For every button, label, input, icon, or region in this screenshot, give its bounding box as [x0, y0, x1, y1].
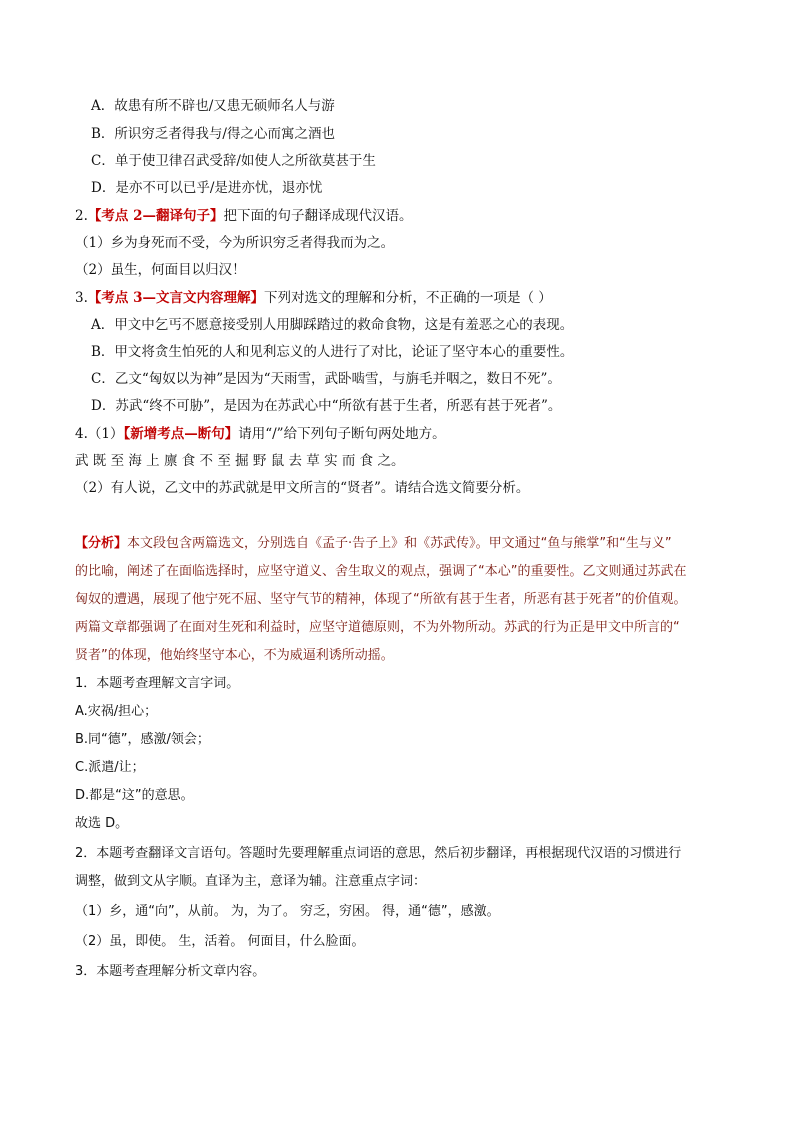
- analysis-line-4: 两篇文章都强调了在面对生死和利益时，应坚守道德原则，不为外物所动。苏武的行为正是甲文中所言的“: [75, 620, 680, 635]
- q4-tag: 【新增考点—断句】: [123, 426, 239, 442]
- q2-item-2: （2）虽生，何面目以归汉！: [75, 262, 246, 278]
- q3-heading: [75, 288, 552, 308]
- q1-option-d: D．是亦不可以已乎/是进亦忧，退亦忧: [91, 180, 323, 196]
- q2-heading: [75, 206, 412, 226]
- q4-part2: （2）有人说，乙文中的苏武就是甲文所言的“贤者”。请结合选文简要分析。: [75, 480, 530, 496]
- q3-text: 下列对选文的理解和分析，不正确的一项是（ ）: [263, 290, 552, 306]
- answer2-line-1: 2．本题考查翻译文言语句。答题时先要理解重点词语的意思，然后初步翻译，再根据现代汉语的习惯进行: [75, 846, 682, 861]
- analysis-line-1: [75, 534, 672, 554]
- q1-option-b: B．所识穷乏者得我与/得之心而寓之酒也: [91, 126, 335, 142]
- q2-text: 把下面的句子翻译成现代汉语。: [223, 208, 413, 224]
- q4-number: 4.（1）: [75, 426, 124, 442]
- q3-option-d: D．苏武“终不可胁”，是因为在苏武心中“所欲有甚于生者，所恶有甚于死者”。: [91, 398, 562, 414]
- answer2-line-2: 调整，做到文从字顺。直译为主，意译为辅。注意重点字词：: [75, 874, 427, 889]
- analysis-line-2: 的比喻，阐述了在面临选择时，应坚守道义、舍生取义的观点，强调了“本心”的重要性。乙文则通过苏武在: [75, 564, 687, 579]
- analysis-line-5: 贤者”的体现，他始终坚守本心，不为威逼利诱所动摇。: [75, 648, 394, 663]
- answer1-line-6: 故选 D。: [75, 816, 129, 831]
- q4-sentence: 武 既 至 海 上 廪 食 不 至 掘 野 鼠 去 草 实 而 食 之。: [75, 453, 405, 469]
- q3-option-a: A．甲文中乞丐不愿意接受别人用脚踩踏过的救命食物，这是有羞恶之心的表现。: [91, 317, 574, 333]
- analysis-label: 【分析】: [75, 536, 128, 551]
- analysis-line-3: 匈奴的遭遇，展现了他宁死不屈、坚守气节的精神，体现了“所欲有甚于生者，所恶有甚于死者”的价值观。: [75, 592, 687, 607]
- q3-number: 3.: [75, 290, 88, 306]
- q1-option-a: A．故患有所不辟也/又患无硕师名人与游: [91, 98, 335, 114]
- answer2-line-4: （2）虽，即使。 生，活着。 何面目，什么脸面。: [75, 934, 365, 949]
- answer1-line-2: A.灾祸/担心；: [75, 704, 158, 719]
- answer1-line-3: B.同“德”，感激/领会；: [75, 732, 210, 747]
- answer3-line-1: 3．本题考查理解分析文章内容。: [75, 964, 266, 979]
- q4-heading: [75, 424, 446, 444]
- q3-option-c: C．乙文“匈奴以为神”是因为“天雨雪，武卧啮雪，与旃毛并咽之，数日不死”。: [91, 371, 561, 387]
- q3-option-b: B．甲文将贪生怕死的人和见利忘义的人进行了对比，论证了坚守本心的重要性。: [91, 344, 574, 360]
- answer1-line-1: 1．本题考查理解文言字词。: [75, 676, 240, 691]
- answer1-line-5: D.都是“这”的意思。: [75, 788, 194, 803]
- q2-tag: 【考点 2—翻译句子】: [87, 208, 224, 224]
- answer2-line-3: （1）乡，通“向”，从前。 为，为了。 穷乏，穷困。 得，通“德”，感激。: [75, 904, 500, 919]
- q1-option-c: C．单于使卫律召武受辞/如使人之所欲莫甚于生: [91, 153, 376, 169]
- q2-item-1: （1）乡为身死而不受，今为所识穷乏者得我而为之。: [75, 235, 395, 251]
- analysis-line-1-text: 本文段包含两篇选文，分别选自《孟子·告子上》和《苏武传》。甲文通过“鱼与熊掌”和“生与义”: [127, 536, 672, 551]
- answer1-line-4: C.派遣/让；: [75, 760, 145, 775]
- q4-text: 请用“/”给下列句子断句两处地方。: [238, 426, 446, 442]
- q3-tag: 【考点 3—文言文内容理解】: [87, 290, 264, 306]
- q2-number: 2.: [75, 208, 88, 224]
